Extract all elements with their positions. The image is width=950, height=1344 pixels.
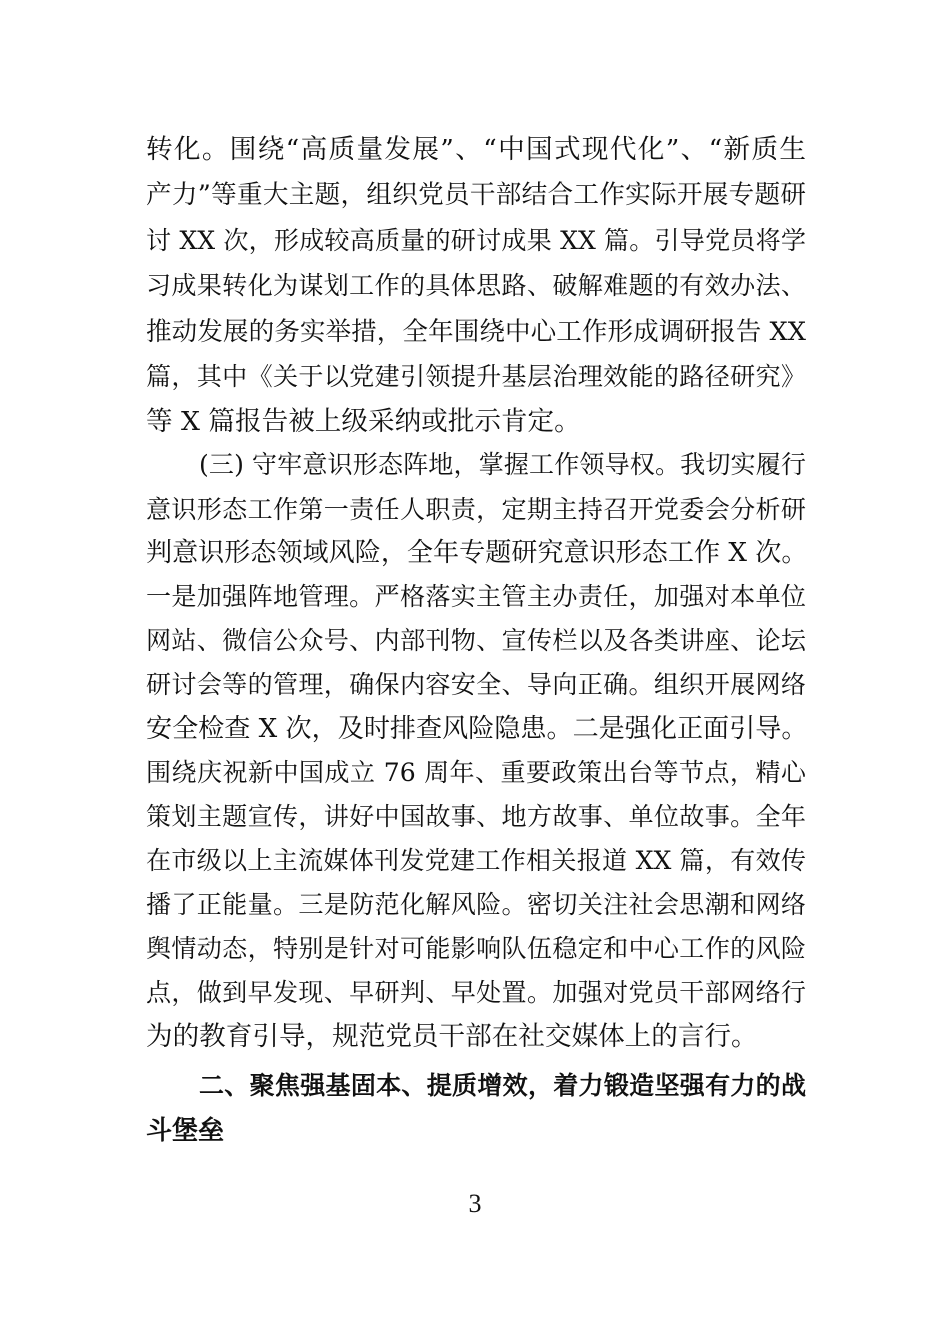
paragraph-line: 产力”等重大主题，组织党员干部结合工作实际开展专题研 (146, 180, 806, 210)
paragraph-line: 播了正能量。三是防范化解风险。密切关注社会思潮和网络 (146, 890, 806, 919)
paragraph-line: 在市级以上主流媒体刊发党建工作相关报道 XX 篇，有效传 (146, 846, 806, 875)
paragraph-line: 点，做到早发现、早研判、早处置。加强对党员干部网络行 (146, 978, 806, 1007)
paragraph-line: 一是加强阵地管理。严格落实主管主办责任，加强对本单位 (146, 582, 806, 611)
paragraph-line: 策划主题宣传，讲好中国故事、地方故事、单位故事。全年 (146, 802, 806, 831)
paragraph-line: (三) 守牢意识形态阵地，掌握工作领导权。我切实履行 (199, 450, 806, 479)
paragraph-line: 等 X 篇报告被上级采纳或批示肯定。 (146, 406, 581, 437)
paragraph-line: 习成果转化为谋划工作的具体思路、破解难题的有效办法、 (146, 271, 806, 300)
page-number: 3 (468, 1189, 482, 1218)
paragraph-line: 转化。围绕“高质量发展”、“中国式现代化”、“新质生 (146, 134, 806, 165)
paragraph-line: 为的教育引导，规范党员干部在社交媒体上的言行。 (146, 1021, 758, 1052)
heading-line: 二、聚焦强基固本、提质增效，着力锻造坚强有力的战 (199, 1071, 806, 1100)
paragraph-line: 安全检查 X 次，及时排查风险隐患。二是强化正面引导。 (146, 714, 808, 744)
paragraph-line: 研讨会等的管理，确保内容安全、导向正确。组织开展网络 (146, 670, 806, 699)
paragraph-line: 篇，其中《关于以党建引领提升基层治理效能的路径研究》 (146, 362, 806, 391)
paragraph-line: 舆情动态，特别是针对可能影响队伍稳定和中心工作的风险 (146, 934, 806, 963)
paragraph-line: 讨 XX 次，形成较高质量的研讨成果 XX 篇。引导党员将学 (146, 226, 806, 255)
paragraph-line: 围绕庆祝新中国成立 76 周年、重要政策出台等节点，精心 (146, 758, 806, 787)
paragraph-line: 网站、微信公众号、内部刊物、宣传栏以及各类讲座、论坛 (146, 626, 806, 655)
paragraph-line: 推动发展的务实举措，全年围绕中心工作形成调研报告 XX (146, 317, 806, 347)
heading-line: 斗堡垒 (146, 1116, 225, 1146)
paragraph-line: 意识形态工作第一责任人职责，定期主持召开党委会分析研 (146, 495, 806, 524)
paragraph-line: 判意识形态领域风险，全年专题研究意识形态工作 X 次。 (146, 538, 808, 568)
